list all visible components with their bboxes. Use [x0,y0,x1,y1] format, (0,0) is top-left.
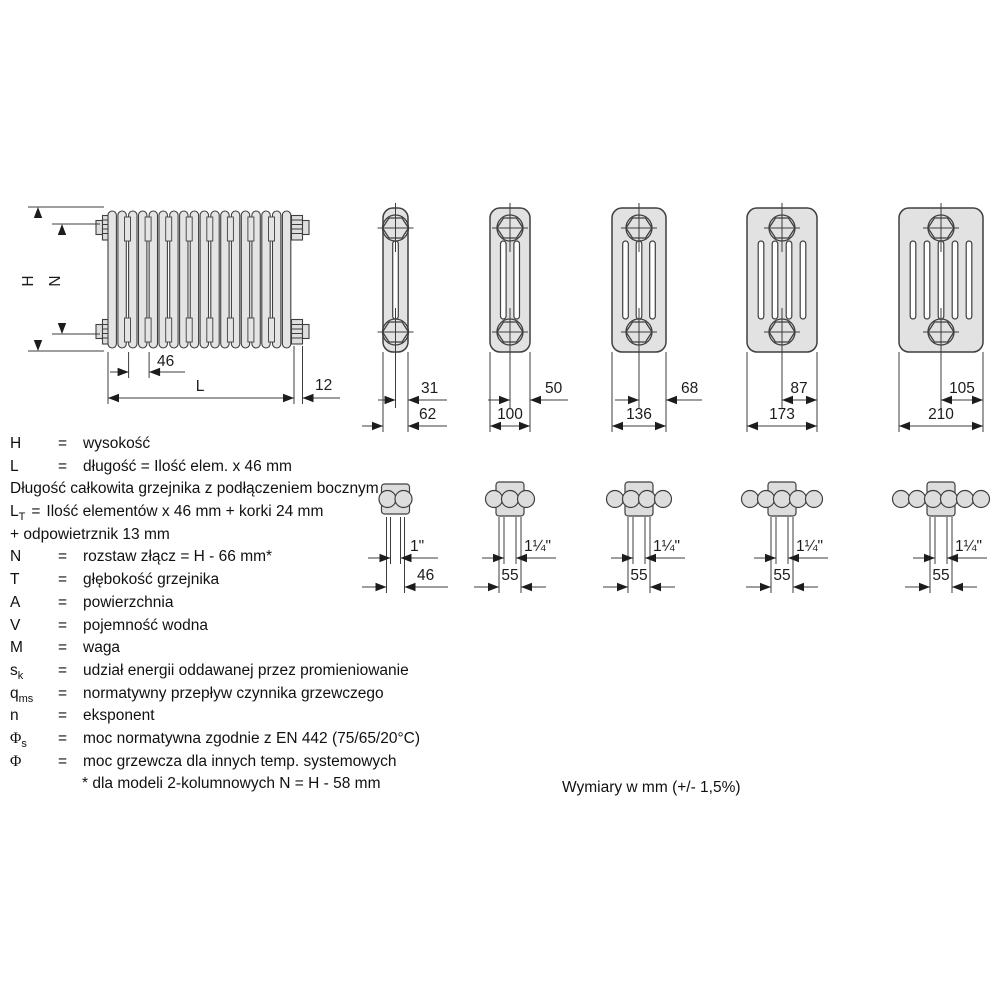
dim-label-pitch: 55 [630,567,648,584]
legend-row-air-vent: + odpowietrznik 13 mm [10,525,170,543]
section-5-column [747,203,817,432]
dim-label-half-width: 87 [790,380,808,397]
topview-5-column [742,482,829,593]
dim-label-pitch: 55 [773,567,791,584]
legend-row-phi: Φ = moc grzewcza dla innych temp. systemowych [10,752,397,770]
dim-label-width: 100 [497,406,523,423]
dim-label-width: 173 [769,406,795,423]
legend-row-n: n = eksponent [10,707,155,725]
legend [10,435,570,798]
dim-label-N: N [47,275,64,287]
dim-length-L [108,346,340,404]
legend-row-total-length-note: Długość całkowita grzejnika z podłączeniem bocznym [10,480,379,498]
radiator-elements [108,211,291,348]
legend-row-qms: $q_{ms}$ = normatywny przepływ czynnika grzewczego [10,684,384,705]
bushing-top-right [292,216,310,241]
dim-label-46: 46 [157,353,175,370]
dim-label-L: L [195,378,205,395]
bushing-bottom-right [292,320,310,345]
dim-label-width: 136 [626,406,652,423]
dim-joint-spacing-N [47,224,100,334]
front-view [20,207,340,404]
dim-label-connection: 1" [410,538,425,555]
legend-row-H: H = wysokość [10,435,151,452]
legend-row-footnote: * dla modeli 2-kolumnowych N = H - 58 mm [82,775,381,793]
topview-6-column [893,482,990,593]
section-6-column [899,203,983,432]
section-3-column [488,203,568,432]
dim-label-connection: 1¼" [955,538,983,555]
dim-label-half-width: 31 [421,380,439,397]
dim-label-connection: 1¼" [653,538,681,555]
legend-row-N: N = rozstaw złącz = H - 66 mm* [10,548,273,566]
dim-label-12: 12 [315,377,333,394]
dim-label-half-width: 50 [545,380,563,397]
dim-label-width: 210 [928,406,954,423]
legend-row-V: V = pojemność wodna [10,616,208,634]
dimensions-note: Wymiary w mm (+/- 1,5%) [562,779,741,796]
dim-label-pitch: 55 [932,567,950,584]
dim-label-connection: 1¼" [796,538,824,555]
legend-row-M: M = waga [10,639,121,657]
dim-label-pitch: 46 [417,567,435,584]
dim-label-width: 62 [419,406,437,423]
dim-label-half-width: 105 [949,380,975,397]
legend-row-LT: $L_T$ = Ilość elementów x 46 mm + korki 24 mm [10,503,324,524]
legend-row-phi-s: $\Phi_s$ = moc normatywna zgodnie z EN 442 (75/65/20°C) [10,729,421,751]
legend-row-sk: $s_k$ = udział energii oddawanej przez promieniowanie [10,661,409,682]
legend-row-T: T = głębokość grzejnika [10,571,220,589]
topview-4-column [603,482,685,593]
dim-element-width-46 [110,352,185,378]
legend-row-L: L = długość = Ilość elem. x 46 mm [10,457,292,475]
dim-label-connection: 1¼" [524,538,552,555]
dim-label-H: H [20,275,37,287]
dim-label-pitch: 55 [501,567,519,584]
section-4-column [612,203,702,432]
section-2-column [362,203,447,432]
legend-row-A: A = powierzchnia [10,593,174,611]
dim-label-half-width: 68 [681,380,699,397]
